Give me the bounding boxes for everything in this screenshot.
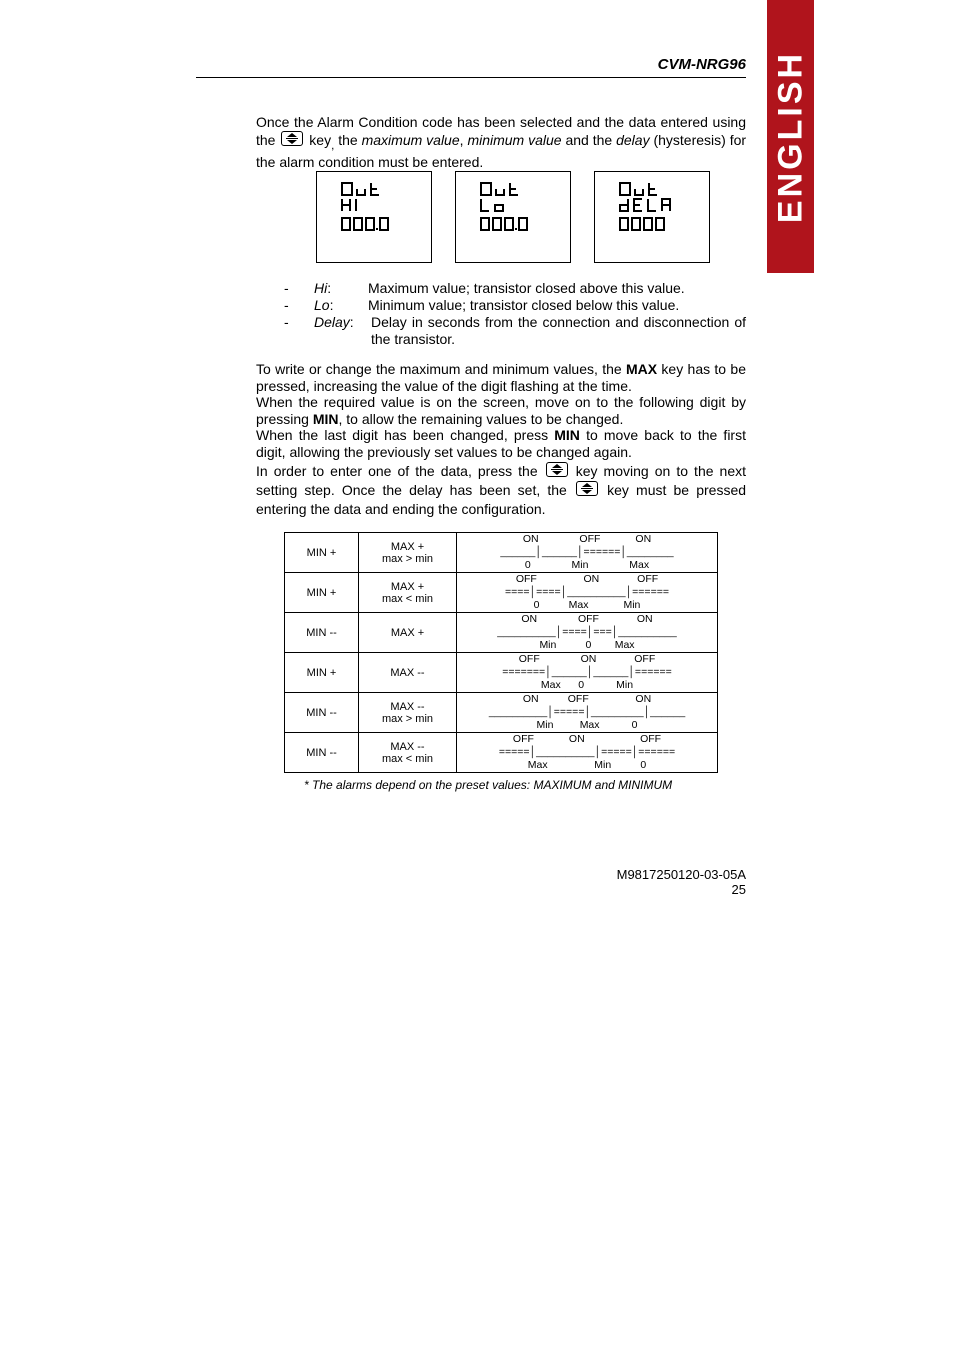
instructions-paragraph: To write or change the maximum and minimum values, the MAX key has to be pressed, increasing the value of the digit flashing at the time. When the required value is on the screen, move on to the following digit by pressing MIN, to allow the remaining values to be changed. When the last digit has been changed, press MIN to move back to the first digit, allowing the previously set values to be changed again. In order to enter one of the data, press the key moving on to the next setting step. Once the delay has been set, the key must be pressed entering the data and ending the configuration. xyxy=(256,361,747,517)
lcd-display-graphic xyxy=(456,172,572,264)
alarm-state-diagram: ON OFF ON ______│______│======│________ 0 Min Max xyxy=(457,533,718,573)
intro-paragraph: Once the Alarm Condition code has been selected and the data entered using the key$_,$ the maximum value, minimum value and the delay (hysteresis) for the alarm condition must be entered. xyxy=(256,114,747,170)
alarm-state-diagram: OFF ON OFF =======│______│______│====== Max 0 Min xyxy=(457,653,718,693)
document-footer xyxy=(617,867,746,897)
table-footnote: * The alarms depend on the preset values: MAXIMUM and MINIMUM xyxy=(304,778,673,792)
alarm-state-diagram: ON OFF ON __________│=====│_________│______ Min Max 0 xyxy=(457,693,718,733)
lcd-screen-lo xyxy=(455,171,571,263)
table-row: MIN -- MAX -- max > min ON OFF ON __________│=====│_________│______ Min Max 0 xyxy=(285,693,718,733)
parameter-list xyxy=(284,280,746,348)
table-row: MIN + MAX + max < min OFF ON OFF ====│====│__________│====== 0 Max Min xyxy=(285,573,718,613)
list-item: - Delay: Delay in seconds from the connection and disconnection of the transistor. xyxy=(284,314,746,347)
table-row: MIN -- MAX -- max < min OFF ON OFF =====│__________│=====│====== Max Min 0 xyxy=(285,733,718,773)
up-down-key-icon xyxy=(546,462,568,477)
language-label: ENGLISH xyxy=(771,50,809,223)
header-divider xyxy=(196,77,746,78)
up-down-key-icon xyxy=(576,481,598,496)
lcd-display-graphic xyxy=(317,172,433,264)
up-down-key-icon xyxy=(281,131,303,146)
lcd-screen-delay xyxy=(594,171,710,263)
page-number: 25 xyxy=(731,882,746,897)
lcd-display-graphic xyxy=(595,172,711,264)
document-code: M9817250120-03-05A xyxy=(616,867,746,882)
alarm-state-diagram: ON OFF ON __________│====│===│__________ Min 0 Max xyxy=(457,613,718,653)
lcd-screen-hi xyxy=(316,171,432,263)
alarm-state-diagram: OFF ON OFF =====│__________│=====│====== Max Min 0 xyxy=(457,733,718,773)
alarm-state-diagram: OFF ON OFF ====│====│__________│====== 0 Max Min xyxy=(457,573,718,613)
table-row: MIN -- MAX + ON OFF ON __________│====│===│__________ Min 0 Max xyxy=(285,613,718,653)
list-item: - Hi: Maximum value; transistor closed above this value. xyxy=(284,280,685,296)
page-header-title: CVM-NRG96 xyxy=(657,56,746,73)
table-row: MIN + MAX -- OFF ON OFF =======│______│______│====== Max 0 Min xyxy=(285,653,718,693)
list-item: - Lo: Minimum value; transistor closed below this value. xyxy=(284,297,680,313)
alarm-conditions-table xyxy=(284,532,718,773)
table-row: MIN + MAX + max > min ON OFF ON ______│______│======│________ 0 Min Max xyxy=(285,533,718,573)
language-side-tab xyxy=(767,0,814,273)
